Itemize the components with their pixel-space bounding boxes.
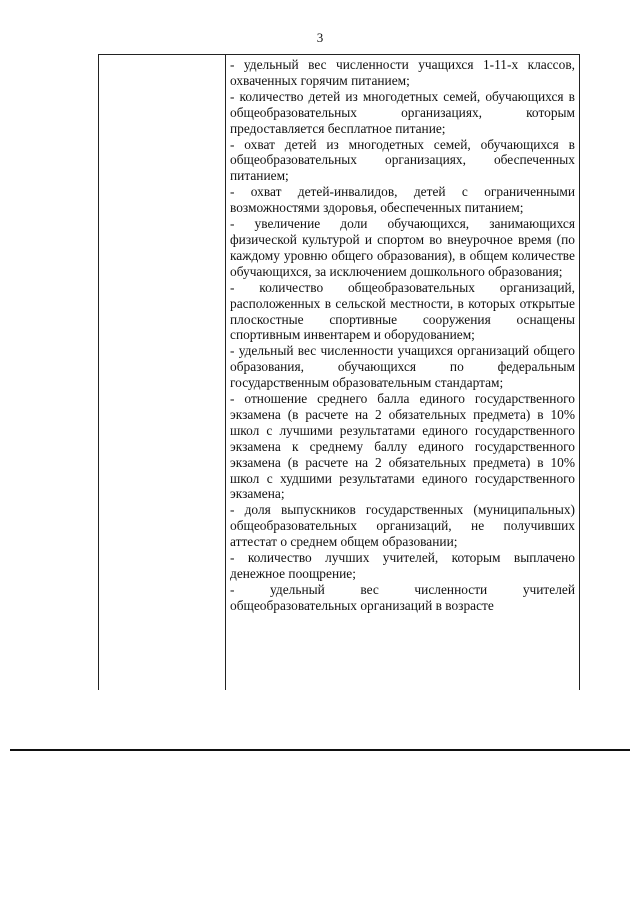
indicator-item: - количество общеобразовательных организаций, расположенных в сельской местности, в которых открытые плоскостные спортивные сооружения оснащены спортивным инвентарем и оборудованием; (230, 279, 575, 343)
indicator-item: - удельный вес численности учащихся 1-11-х классов, охваченных горячим питанием; (230, 57, 575, 88)
indicators-table (98, 54, 580, 690)
page-bottom-rule (10, 749, 630, 751)
indicator-item: - количество лучших учителей, которым выплачено денежное поощрение; (230, 550, 575, 581)
indicator-item: - отношение среднего балла единого государственного экзамена (в расчете на 2 обязательных предмета) в 10% школ с лучшими результатами единого государственного экзамена к среднему баллу единого государственного экзамена (в расчете на 2 обязательных предмета) в 10% школ с худшими результатами единого государственного экзамена; (230, 391, 575, 502)
table-right-column (230, 57, 575, 614)
indicator-item: - удельный вес численности учащихся организаций общего образования, обучающихся по федеральным государственным образовательным стандартам; (230, 343, 575, 391)
page-number: 3 (316, 30, 324, 45)
indicator-item: - доля выпускников государственных (муниципальных) общеобразовательных организаций, не получивших аттестат о среднем общем образовании; (230, 502, 575, 550)
indicator-item: - охват детей-инвалидов, детей с ограниченными возможностями здоровья, обеспеченных питанием; (230, 184, 575, 216)
indicator-item: - увеличение доли обучающихся, занимающихся физической культурой и спортом во внеурочное время (по каждому уровню общего образования), в общем количестве обучающихся, за исключением дошкольного образования; (230, 216, 575, 279)
indicator-item: - удельный вес численности учителей общеобразовательных организаций в возрасте (230, 581, 575, 613)
table-left-column (99, 55, 226, 690)
indicator-item: - количество детей из многодетных семей, обучающихся в общеобразовательных организациях, которым предоставляется бесплатное питание; (230, 88, 575, 136)
indicator-item: - охват детей из многодетных семей, обучающихся в общеобразовательных организациях, обеспеченных питанием; (230, 136, 575, 184)
